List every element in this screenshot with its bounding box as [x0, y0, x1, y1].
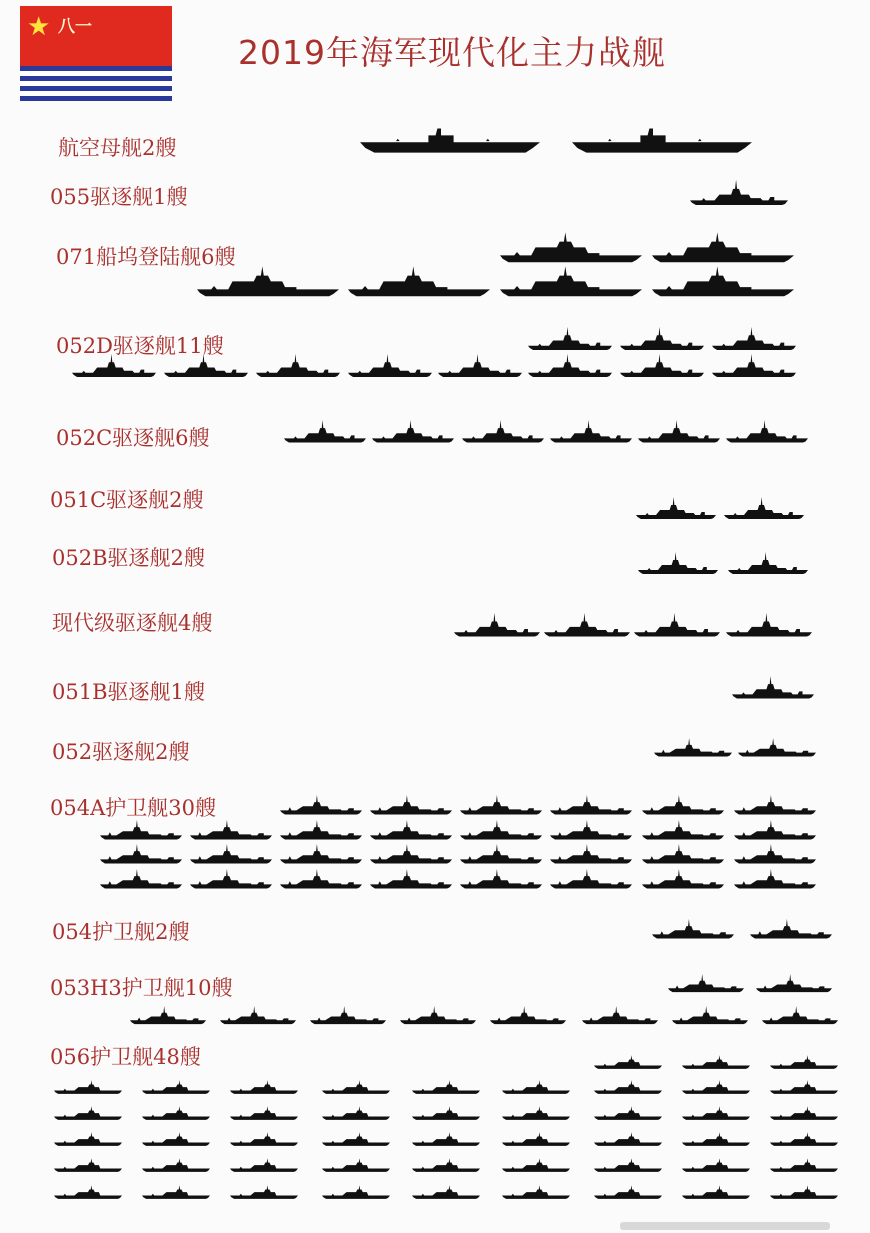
ship-silhouette-icon	[682, 1132, 750, 1148]
ship-silhouette-icon	[734, 794, 816, 816]
ship-silhouette-icon	[348, 354, 432, 379]
ship-class-label: 052C驱逐舰6艘	[56, 426, 210, 450]
ship-silhouette-icon	[726, 420, 808, 445]
ship-silhouette-icon	[72, 354, 156, 379]
ship-silhouette-icon	[370, 794, 452, 816]
ship-silhouette-icon	[550, 843, 632, 865]
ship-silhouette-icon	[100, 819, 182, 841]
ship-silhouette-icon	[142, 1132, 210, 1148]
ship-silhouette-icon	[230, 1158, 298, 1174]
ship-silhouette-icon	[594, 1106, 662, 1122]
ship-silhouette-icon	[642, 843, 724, 865]
ship-silhouette-icon	[728, 552, 808, 576]
ship-silhouette-icon	[712, 354, 796, 379]
ship-silhouette-icon	[256, 354, 340, 379]
ship-silhouette-icon	[544, 613, 630, 639]
ship-silhouette-icon	[734, 843, 816, 865]
ship-silhouette-icon	[490, 1005, 566, 1026]
ship-silhouette-icon	[462, 420, 544, 445]
ship-silhouette-icon	[502, 1080, 570, 1096]
star-icon: ★	[27, 12, 51, 42]
ship-class-label: 053H3护卫舰10艘	[50, 976, 233, 1000]
ship-silhouette-icon	[230, 1185, 298, 1201]
ship-silhouette-icon	[770, 1106, 838, 1122]
ship-silhouette-icon	[280, 819, 362, 841]
ship-silhouette-icon	[594, 1185, 662, 1201]
ship-silhouette-icon	[322, 1106, 390, 1122]
ship-silhouette-icon	[770, 1080, 838, 1096]
ship-silhouette-icon	[594, 1080, 662, 1096]
ship-silhouette-icon	[550, 794, 632, 816]
ship-class-label: 055驱逐舰1艘	[50, 185, 188, 209]
ship-silhouette-icon	[230, 1106, 298, 1122]
ship-silhouette-icon	[594, 1132, 662, 1148]
ship-silhouette-icon	[502, 1185, 570, 1201]
ship-silhouette-icon	[654, 737, 732, 759]
ship-silhouette-icon	[750, 918, 832, 940]
ship-silhouette-icon	[100, 843, 182, 865]
ship-silhouette-icon	[734, 819, 816, 841]
ship-silhouette-icon	[738, 737, 816, 759]
ship-silhouette-icon	[582, 1005, 658, 1026]
ship-silhouette-icon	[762, 1005, 838, 1026]
navy-flag	[20, 6, 172, 102]
ship-silhouette-icon	[142, 1158, 210, 1174]
ship-silhouette-icon	[130, 1005, 206, 1026]
ship-silhouette-icon	[322, 1132, 390, 1148]
ship-silhouette-icon	[190, 819, 272, 841]
ship-silhouette-icon	[732, 676, 814, 701]
ship-silhouette-icon	[734, 868, 816, 890]
ship-silhouette-icon	[412, 1158, 480, 1174]
ship-silhouette-icon	[54, 1185, 122, 1201]
ship-silhouette-icon	[634, 613, 720, 639]
ship-silhouette-icon	[682, 1106, 750, 1122]
ship-silhouette-icon	[460, 819, 542, 841]
ship-silhouette-icon	[550, 868, 632, 890]
ship-silhouette-icon	[370, 868, 452, 890]
ship-silhouette-icon	[620, 327, 704, 352]
ship-silhouette-icon	[724, 497, 804, 521]
ship-class-label: 051B驱逐舰1艘	[52, 680, 205, 704]
ship-silhouette-icon	[190, 868, 272, 890]
ship-silhouette-icon	[372, 420, 454, 445]
ship-silhouette-icon	[594, 1055, 662, 1071]
ship-class-label: 056护卫舰48艘	[50, 1045, 201, 1069]
ship-silhouette-icon	[412, 1106, 480, 1122]
ship-silhouette-icon	[142, 1080, 210, 1096]
ship-silhouette-icon	[370, 819, 452, 841]
ship-silhouette-icon	[164, 354, 248, 379]
ship-silhouette-icon	[652, 269, 794, 298]
ship-silhouette-icon	[322, 1185, 390, 1201]
ship-silhouette-icon	[642, 868, 724, 890]
ship-silhouette-icon	[500, 269, 642, 298]
ship-silhouette-icon	[220, 1005, 296, 1026]
ship-silhouette-icon	[284, 420, 366, 445]
ship-silhouette-icon	[412, 1132, 480, 1148]
ship-silhouette-icon	[54, 1106, 122, 1122]
ship-class-label: 054护卫舰2艘	[52, 920, 190, 944]
ship-silhouette-icon	[620, 354, 704, 379]
ship-silhouette-icon	[438, 354, 522, 379]
ship-class-label: 052驱逐舰2艘	[52, 740, 190, 764]
ship-silhouette-icon	[360, 123, 540, 155]
ship-silhouette-icon	[197, 269, 339, 298]
ship-class-label: 054A护卫舰30艘	[50, 796, 216, 820]
ship-silhouette-icon	[652, 235, 794, 264]
ship-silhouette-icon	[712, 327, 796, 352]
ship-silhouette-icon	[54, 1132, 122, 1148]
ship-silhouette-icon	[642, 819, 724, 841]
ship-silhouette-icon	[550, 819, 632, 841]
ship-silhouette-icon	[502, 1106, 570, 1122]
ship-silhouette-icon	[550, 420, 632, 445]
ship-silhouette-icon	[190, 843, 272, 865]
page-title: 2019年海军现代化主力战舰	[238, 33, 666, 72]
ship-silhouette-icon	[280, 794, 362, 816]
flag-badge-text: 八一	[58, 17, 92, 37]
ship-silhouette-icon	[726, 613, 812, 639]
ship-silhouette-icon	[682, 1158, 750, 1174]
ship-silhouette-icon	[770, 1158, 838, 1174]
ship-silhouette-icon	[460, 794, 542, 816]
ship-silhouette-icon	[280, 843, 362, 865]
ship-class-label: 071船坞登陆舰6艘	[56, 245, 236, 269]
ship-silhouette-icon	[322, 1080, 390, 1096]
ship-silhouette-icon	[528, 327, 612, 352]
ship-silhouette-icon	[638, 420, 720, 445]
ship-silhouette-icon	[454, 613, 540, 639]
ship-silhouette-icon	[142, 1185, 210, 1201]
ship-silhouette-icon	[400, 1005, 476, 1026]
ship-silhouette-icon	[310, 1005, 386, 1026]
ship-silhouette-icon	[348, 269, 490, 298]
ship-silhouette-icon	[500, 235, 642, 264]
ship-silhouette-icon	[230, 1132, 298, 1148]
ship-silhouette-icon	[230, 1080, 298, 1096]
watermark	[620, 1222, 830, 1230]
ship-class-label: 051C驱逐舰2艘	[50, 488, 204, 512]
ship-silhouette-icon	[770, 1185, 838, 1201]
ship-class-label: 航空母舰2艘	[58, 136, 177, 160]
ship-silhouette-icon	[682, 1055, 750, 1071]
ship-silhouette-icon	[54, 1158, 122, 1174]
ship-silhouette-icon	[668, 973, 744, 994]
ship-silhouette-icon	[54, 1080, 122, 1096]
ship-silhouette-icon	[672, 1005, 748, 1026]
flag-stripe	[20, 96, 172, 101]
ship-silhouette-icon	[502, 1158, 570, 1174]
ship-silhouette-icon	[594, 1158, 662, 1174]
ship-silhouette-icon	[528, 354, 612, 379]
ship-silhouette-icon	[572, 123, 752, 155]
ship-silhouette-icon	[322, 1158, 390, 1174]
ship-class-label: 现代级驱逐舰4艘	[52, 611, 213, 635]
ship-silhouette-icon	[280, 868, 362, 890]
ship-silhouette-icon	[652, 918, 734, 940]
ship-silhouette-icon	[636, 497, 716, 521]
ship-silhouette-icon	[770, 1132, 838, 1148]
ship-silhouette-icon	[682, 1080, 750, 1096]
ship-silhouette-icon	[412, 1080, 480, 1096]
ship-silhouette-icon	[638, 552, 718, 576]
ship-silhouette-icon	[370, 843, 452, 865]
ship-silhouette-icon	[460, 868, 542, 890]
ship-silhouette-icon	[690, 180, 788, 207]
ship-silhouette-icon	[460, 843, 542, 865]
ship-silhouette-icon	[682, 1185, 750, 1201]
ship-silhouette-icon	[642, 794, 724, 816]
ship-class-label: 052B驱逐舰2艘	[52, 546, 205, 570]
ship-silhouette-icon	[770, 1055, 838, 1071]
ship-silhouette-icon	[142, 1106, 210, 1122]
ship-class-label: 052D驱逐舰11艘	[56, 334, 224, 358]
ship-silhouette-icon	[412, 1185, 480, 1201]
ship-silhouette-icon	[502, 1132, 570, 1148]
ship-silhouette-icon	[100, 868, 182, 890]
ship-silhouette-icon	[756, 973, 832, 994]
